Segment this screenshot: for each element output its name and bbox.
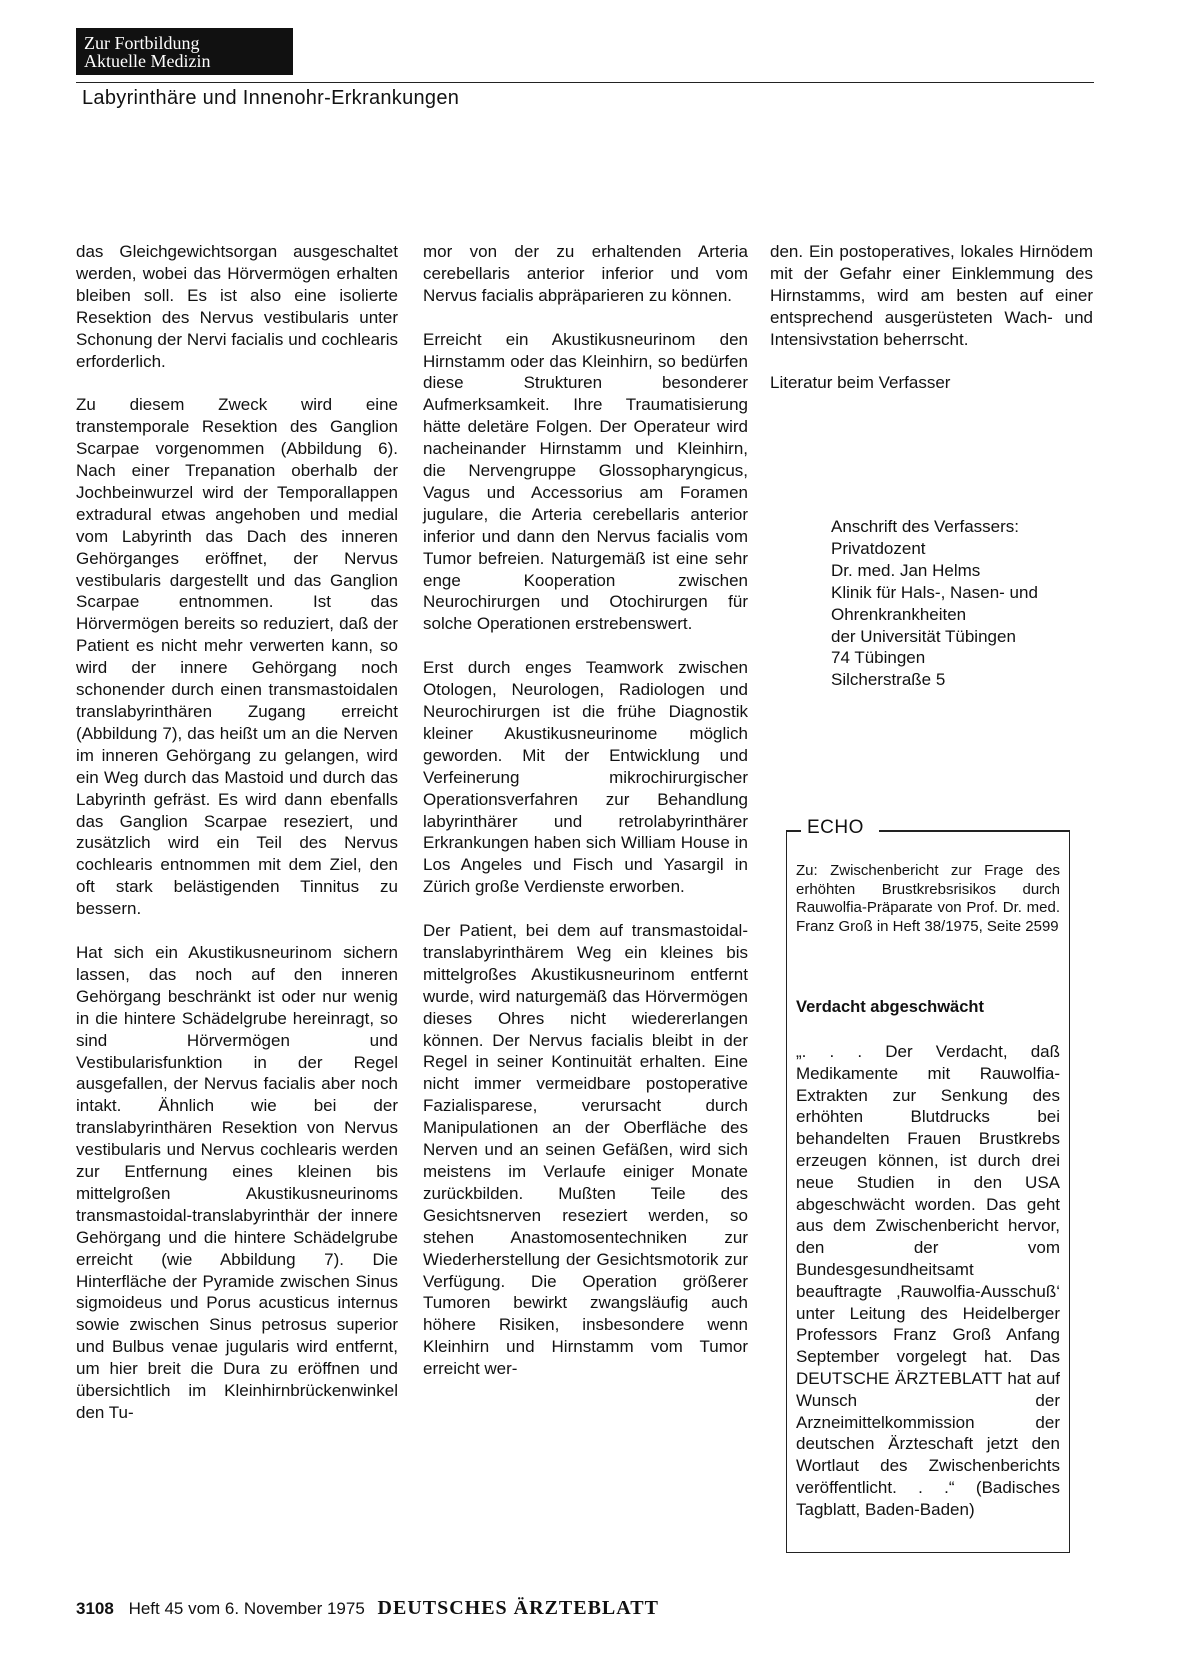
paragraph: Hat sich ein Akustikusneurinom sichern lassen, das noch auf den inneren Gehörgang beschränkt ist oder nur wenig in die hintere Schädelgrube hereinragt, so sind Hörvermögen und Vestibularisfunktion in der Regel ausgefallen, der Nervus facialis aber noch intakt. Ähnlich wie bei der translabyrinthären Resektion von Nervus vestibularis und Nervus cochlearis werden zur Entfernung eines kleinen bis mittelgroßen Akustikusneurinoms transmastoidal-translabyrinthär der innere Gehörgang und die hintere Schädelgrube erreicht (wie Abbildung 7). Die Hinterfläche der Pyramide zwischen Sinus sigmoideus und Porus acusticus internus sowie zwischen Sinus petrosus superior und Bulbus venae jugularis wird entfernt, um hier breit die Dura zu eröffnen und übersichtlich im Kleinhirnbrückenwinkel den Tu- <box>76 942 398 1422</box>
address-line: Privatdozent <box>831 538 926 558</box>
rubric-badge <box>76 28 293 75</box>
paragraph: mor von der zu erhaltenden Arteria cerebellaris anterior inferior und vom Nervus facialis abpräparieren zu können. <box>423 242 748 305</box>
echo-label: ECHO <box>807 817 864 838</box>
page-number: 3108 <box>76 1599 114 1618</box>
address-line: Silcherstraße 5 <box>831 670 946 690</box>
paragraph: Erst durch enges Teamwork zwischen Otologen, Neurologen, Radiologen und Neurochirurgen ist die frühe Diagnostik kleiner Akustikusneurinome möglich geworden. Mit der Entwicklung und Verfeinerung mikrochirurgischer Operationsverfahren zur Behandlung labyrinthärer und retrolabyrinthärer Erkrankungen haben sich William House in Los Angeles und Fisch und Yasargil in Zürich große Verdienste erworben. <box>423 658 748 897</box>
paragraph: Der Patient, bei dem auf transmastoidal-translabyrinthärem Weg ein kleines bis mittelgroßes Akustikusneurinom entfernt wurde, wird naturgemäß das Hörvermögen dieses Ohres nicht wiedererlangen können. Der Nervus facialis bleibt in der Regel in seiner Kontinuität erhalten. Eine nicht immer vermeidbare postoperative Fazialisparese, verursacht durch Manipulationen an der Oberfläche des Nerven und an seinen Gefäßen, wird sich meistens im Verlaufe einiger Monate zurückbilden. Mußten Teile des Gesichtsnerven reseziert werden, so stehen Anastomosentechniken zur Wiederherstellung der Gesichtsmotorik zur Verfügung. Die Operation größerer Tumoren bewirkt zwangsläufig auch höhere Risiken, insbesondere wenn Kleinhirn und Hirnstamm vom Tumor erreicht wer- <box>423 921 748 1379</box>
author-address <box>831 516 1101 691</box>
address-line: Klinik für Hals-, Nasen- und <box>831 582 1038 602</box>
magazine-name: DEUTSCHES ÄRZTEBLATT <box>377 1597 659 1619</box>
rubric-line-1: Zur Fortbildung <box>84 33 200 53</box>
address-line: Anschrift des Verfassers: <box>831 517 1020 536</box>
paragraph: Erreicht ein Akustikusneurinom den Hirnstamm oder das Kleinhirn, so bedürfen diese Strukturen besonderer Aufmerksamkeit. Ihre Traumatisierung hätte deletäre Folgen. Der Operateur wird nacheinander Hirnstamm und Kleinhirn, die Nervengruppe Glossopharyngicus, Vagus und Accessorius am Foramen jugulare, die Arteria cerebellaris anterior inferior und dann den Nervus facialis vom Tumor befreien. Naturgemäß ist eine sehr enge Kooperation zwischen Neurochirurgen und Otochirurgen für solche Operationen erstrebenswert. <box>423 329 748 634</box>
text-column-1 <box>76 241 398 1446</box>
address-line: 74 Tübingen <box>831 648 926 668</box>
paragraph: den. Ein postoperatives, lokales Hirnödem mit der Gefahr einer Einklemmung des Hirnstamms, wird am besten auf einer entsprechend ausgerüsteten Wach- und Intensivstation beherrscht. <box>770 242 1093 349</box>
echo-reference: Zu: Zwischenbericht zur Frage des erhöhten Brustkrebsrisikos durch Rauwolfia-Präparate von Prof. Dr. med. Franz Groß in Heft 38/1975, Seite 2599 <box>796 862 1060 935</box>
echo-box <box>786 817 1070 1553</box>
echo-quote: „. . . Der Verdacht, daß Medikamente mit Rauwolfia-Extrakten zur Senkung des erhöhten Blutdrucks bei behandelten Frauen Brustkrebs erzeugen können, ist durch drei neue Studien in den USA abgeschwächt worden. Das geht aus dem Zwischenbericht hervor, den der vom Bundesgesundheitsamt beauftragte ‚Rauwolfia-Ausschuß‘ unter Leitung des Heidelberger Professors Franz Groß Anfang September vorgelegt hat. Das DEUTSCHE ÄRZTEBLATT hat auf Wunsch der Arzneimittelkommission der deutschen Ärzteschaft jetzt den Wortlaut des Zwischenberichts veröffentlicht. . .“ (Badisches Tagblatt, Baden-Baden) <box>796 1042 1060 1519</box>
literature-note: Literatur beim Verfasser <box>770 373 951 393</box>
page-footer <box>76 1597 659 1620</box>
echo-border-left <box>787 830 801 832</box>
echo-border-right <box>879 830 1069 832</box>
text-column-2 <box>423 241 748 1402</box>
address-line: Ohrenkrankheiten <box>831 604 967 624</box>
paragraph: Zu diesem Zweck wird eine transtemporale Resektion des Ganglion Scarpae vorgenommen (Abbildung 6). Nach einer Trepanation oberhalb der Jochbeinwurzel wird der Temporallappen extradural etwas angehoben und medial vom Labyrinth das Dach des inneren Gehörganges eröffnet, der Nervus vestibularis dargestellt und das Ganglion Scarpae entnommen. Ist das Hörvermögen bereits so reduziert, daß der Patient es nicht mehr verwerten kann, so wird der innere Gehörgang noch schonender durch einen transmastoidalen translabyrinthären Zugang erreicht (Abbildung 7), das heißt um an die Nerven im inneren Gehörgang zu gelangen, wird ein Weg durch das Mastoid und durch das Labyrinth gefräst. Es wird dann ebenfalls das Ganglion Scarpae reseziert, und zusätzlich wird ein Teil des Nervus cochlearis entnommen mit dem Ziel, den oft stark belästigenden Tinnitus zu bessern. <box>76 395 398 919</box>
text-column-3 <box>770 241 1093 416</box>
address-line: der Universität Tübingen <box>831 626 1016 646</box>
rubric-line-2: Aktuelle Medizin <box>84 51 211 71</box>
header-rule <box>76 82 1094 83</box>
issue-info: Heft 45 vom 6. November 1975 <box>128 1599 365 1618</box>
echo-heading: Verdacht abgeschwächt <box>796 998 984 1016</box>
section-title: Labyrinthäre und Innenohr-Erkrankungen <box>82 87 460 109</box>
address-line: Dr. med. Jan Helms <box>831 560 981 580</box>
paragraph: das Gleichgewichtsorgan ausgeschaltet werden, wobei das Hörvermögen erhalten bleiben soll. Es ist also eine isolierte Resektion des Nervus vestibularis unter Schonung der Nervi facialis und cochlearis erforderlich. <box>76 242 398 371</box>
